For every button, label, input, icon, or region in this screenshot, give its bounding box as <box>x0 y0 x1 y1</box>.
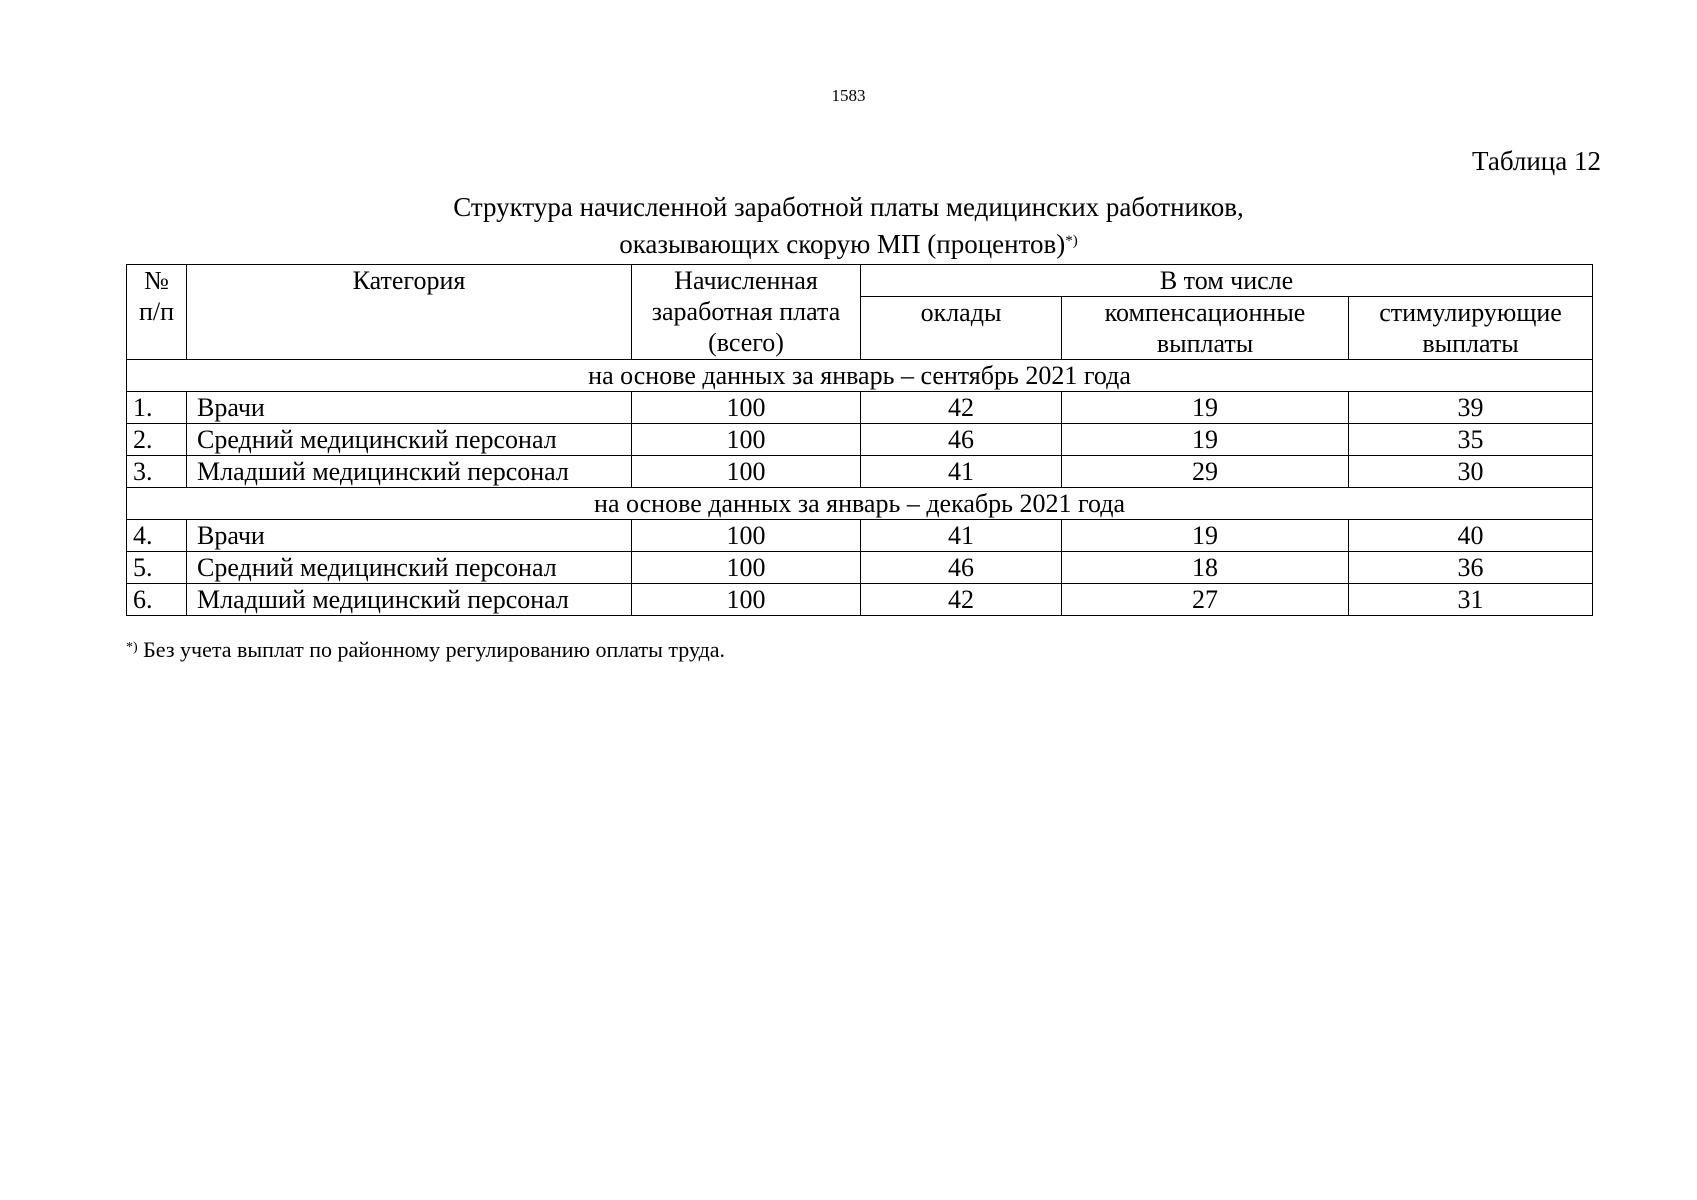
header-total <box>632 265 861 360</box>
title-line-2-text: оказывающих скорую МП (процентов) <box>619 229 1066 259</box>
salary-structure-table <box>126 264 1593 616</box>
table-row <box>127 584 1593 616</box>
table-label: Таблица 12 <box>1472 146 1601 176</box>
row-salary: 41 <box>861 456 1062 488</box>
footnote <box>126 637 725 663</box>
row-compensation: 29 <box>1062 456 1349 488</box>
row-incentive: 35 <box>1349 424 1593 456</box>
section-row <box>127 360 1593 392</box>
row-num: 2. <box>127 424 187 456</box>
table-body <box>127 360 1593 616</box>
row-category: Средний медицинский персонал <box>187 552 632 584</box>
title-line-2 <box>0 224 1697 261</box>
table-row <box>127 520 1593 552</box>
row-incentive: 39 <box>1349 392 1593 424</box>
table-title <box>0 190 1697 261</box>
header-total-line1: Начисленная <box>674 266 818 295</box>
header-incentive-line2: выплаты <box>1422 329 1519 358</box>
row-num: 3. <box>127 456 187 488</box>
row-total: 100 <box>632 424 861 456</box>
header-compensation <box>1062 297 1349 360</box>
row-num: 6. <box>127 584 187 616</box>
table-row <box>127 424 1593 456</box>
row-num: 4. <box>127 520 187 552</box>
row-num: 5. <box>127 552 187 584</box>
row-compensation: 18 <box>1062 552 1349 584</box>
section-row <box>127 488 1593 520</box>
table-row <box>127 552 1593 584</box>
header-category <box>187 265 632 360</box>
row-salary: 42 <box>861 584 1062 616</box>
header-salary-text: оклады <box>920 298 1002 327</box>
row-total: 100 <box>632 584 861 616</box>
row-compensation: 19 <box>1062 520 1349 552</box>
header-total-line3: (всего) <box>708 328 784 357</box>
row-total: 100 <box>632 552 861 584</box>
row-compensation: 19 <box>1062 424 1349 456</box>
header-compensation-line2: выплаты <box>1156 329 1254 358</box>
header-salary <box>861 297 1062 360</box>
row-category: Младший медицинский персонал <box>187 584 632 616</box>
row-category: Средний медицинский персонал <box>187 424 632 456</box>
header-row-1 <box>127 265 1593 297</box>
header-num-line1: № <box>144 266 169 295</box>
section-label: на основе данных за январь – декабрь 2021 года <box>127 488 1593 520</box>
title-line-1: Структура начисленной заработной платы медицинских работников, <box>453 192 1244 222</box>
header-total-line2: заработная плата <box>651 297 841 326</box>
row-compensation: 19 <box>1062 392 1349 424</box>
header-num-line2: п/п <box>138 297 175 326</box>
footnote-text: Без учета выплат по районному регулированию оплаты труда. <box>137 637 726 662</box>
header-including-text: В том числе <box>1159 266 1294 295</box>
page-number: 1583 <box>831 86 866 105</box>
table-row <box>127 392 1593 424</box>
header-incentive <box>1349 297 1593 360</box>
row-incentive: 30 <box>1349 456 1593 488</box>
section-label: на основе данных за январь – сентябрь 2021 года <box>127 360 1593 392</box>
header-including <box>861 265 1593 297</box>
row-category: Врачи <box>187 520 632 552</box>
row-incentive: 40 <box>1349 520 1593 552</box>
row-salary: 46 <box>861 424 1062 456</box>
footnote-mark: *) <box>126 640 138 655</box>
row-incentive: 31 <box>1349 584 1593 616</box>
table-row <box>127 456 1593 488</box>
header-compensation-line1: компенсационные <box>1104 298 1306 327</box>
row-salary: 42 <box>861 392 1062 424</box>
row-category: Врачи <box>187 392 632 424</box>
row-total: 100 <box>632 392 861 424</box>
header-incentive-line1: стимулирующие <box>1379 298 1562 327</box>
header-num <box>127 265 187 360</box>
title-footnote-mark: *) <box>1065 233 1078 249</box>
row-incentive: 36 <box>1349 552 1593 584</box>
row-total: 100 <box>632 520 861 552</box>
row-salary: 46 <box>861 552 1062 584</box>
row-num: 1. <box>127 392 187 424</box>
header-category-text: Категория <box>352 266 466 295</box>
table-header <box>127 265 1593 360</box>
row-salary: 41 <box>861 520 1062 552</box>
row-compensation: 27 <box>1062 584 1349 616</box>
row-total: 100 <box>632 456 861 488</box>
row-category: Младший медицинский персонал <box>187 456 632 488</box>
